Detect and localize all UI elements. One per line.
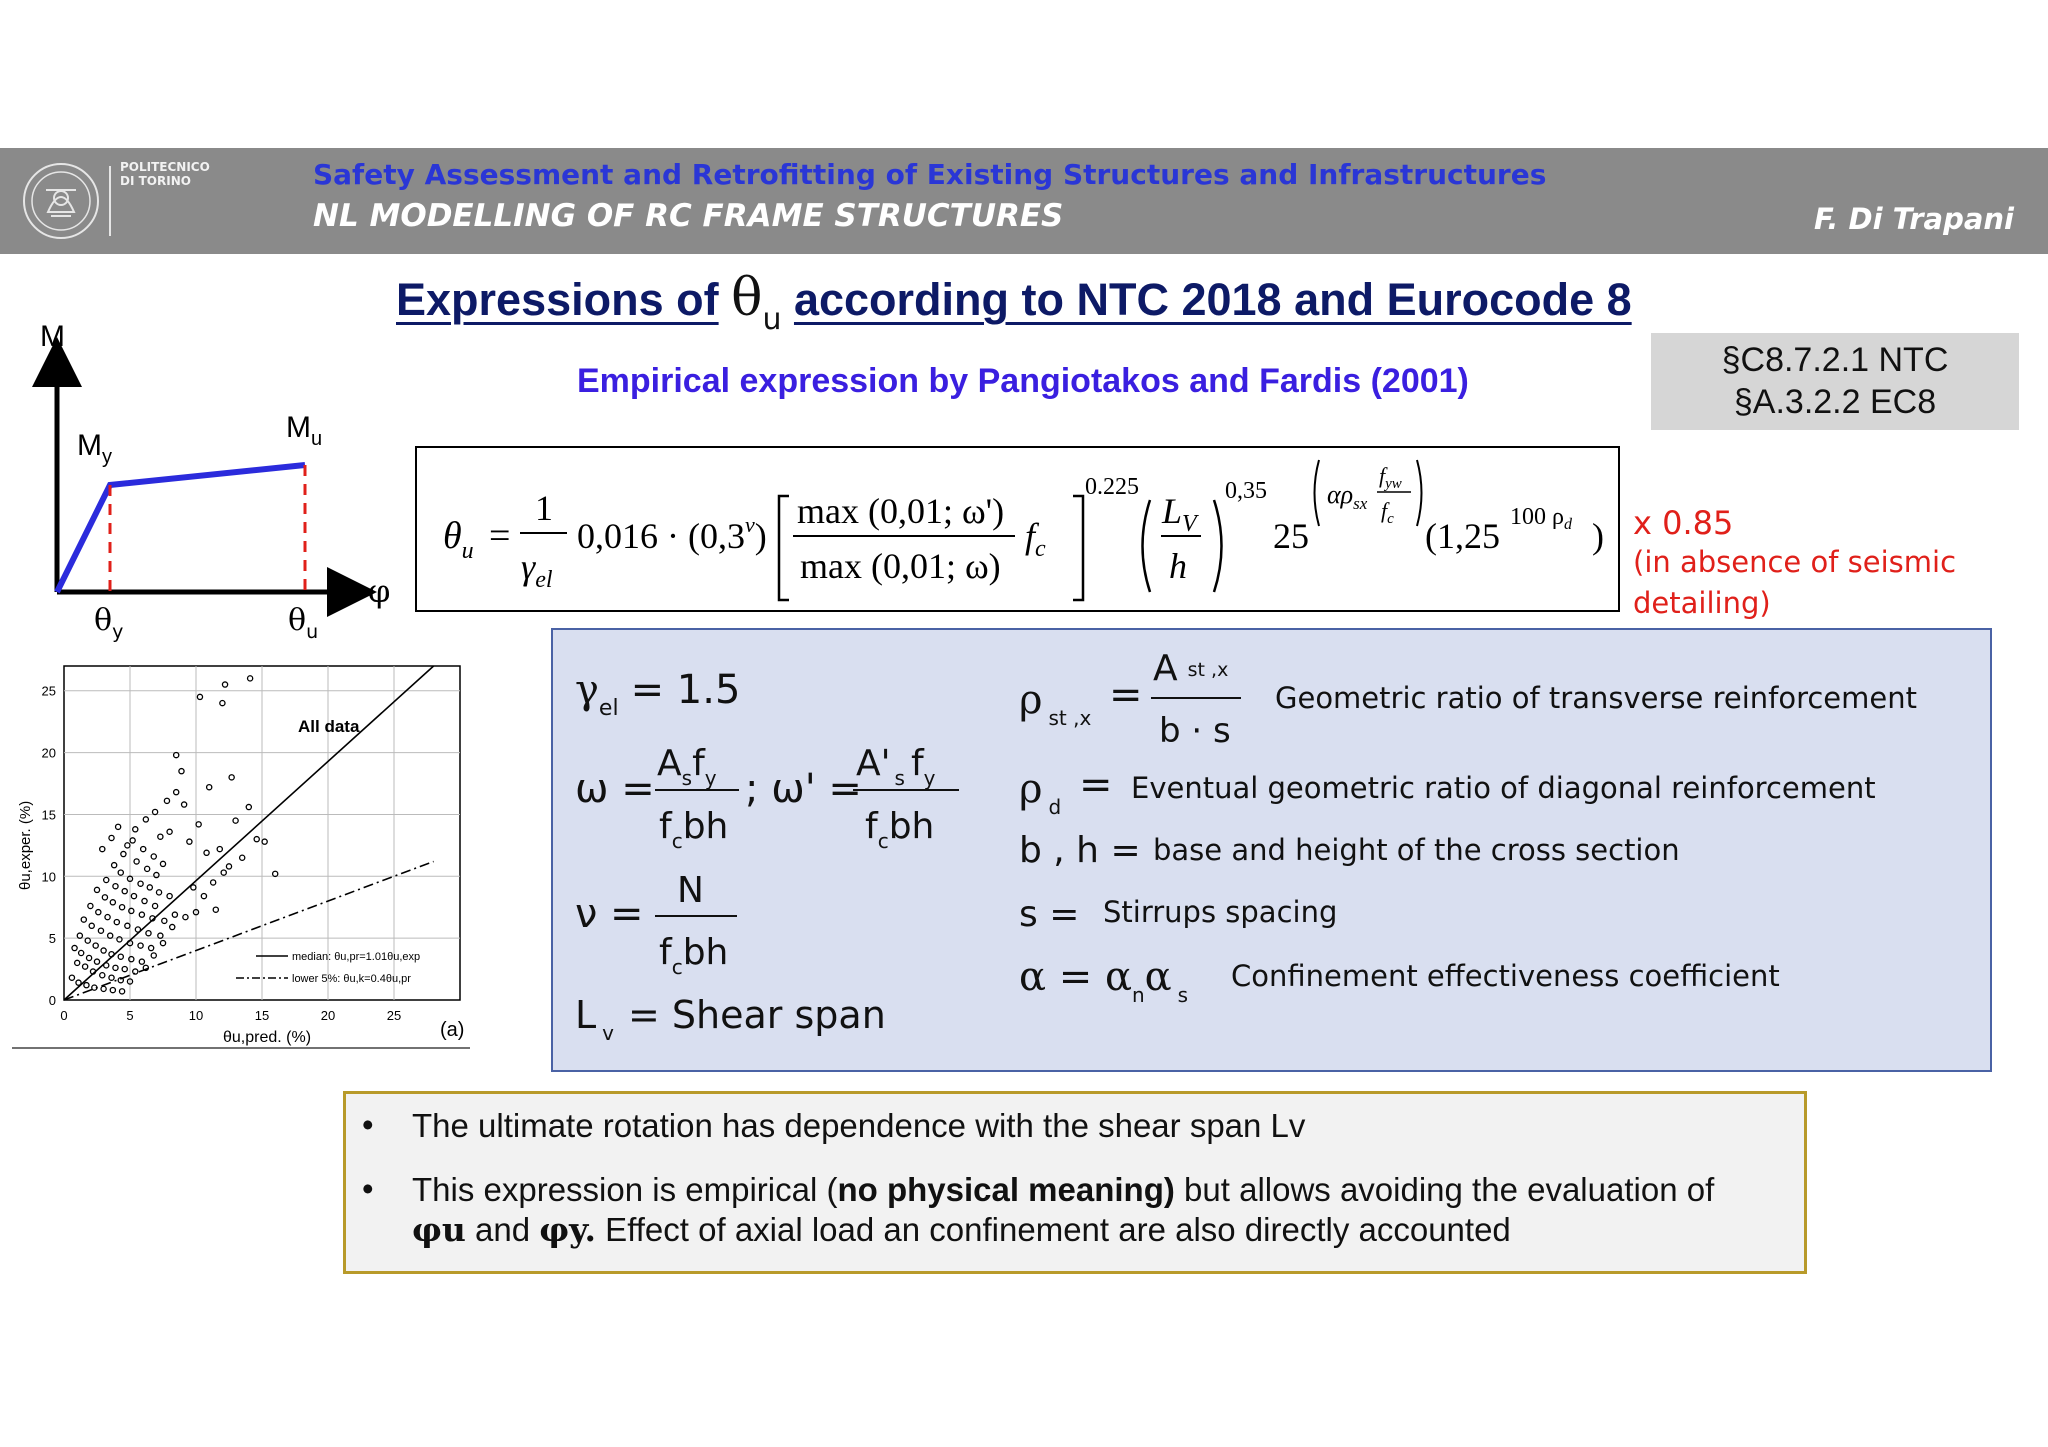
svg-text:Confinement effectiveness coef: Confinement effectiveness coefficient [1231, 959, 1780, 993]
svg-text:fc: $f_c$ [1025, 516, 1046, 562]
svg-text:=: = [489, 515, 511, 557]
svg-text:=: = [1109, 672, 1143, 718]
def-rho-d [1019, 762, 1876, 819]
svg-text:αρsx: $\alpha\rho_{sx}$ [1327, 480, 1368, 513]
def-rho-st [1019, 648, 1917, 751]
legend-lower-label: lower 5%: θu,k=0.4θu,pr [292, 973, 411, 985]
chart-title: All data [298, 717, 360, 736]
svg-text:ω =: ω = [575, 766, 655, 812]
reduction-note-line1: (in absence of seismic [1633, 545, 1957, 579]
def-omega [575, 743, 959, 853]
axis-phi-label: φ [368, 572, 391, 610]
bullet-text-1: The ultimate rotation has dependence with the shear span Lv [412, 1107, 1306, 1144]
module-title: NL MODELLING OF RC FRAME STRUCTURES [313, 198, 1064, 234]
x-tick-label: 20 [320, 1008, 336, 1023]
y-tick-label: 10 [41, 869, 56, 885]
svg-text:s =: s = [1019, 894, 1080, 935]
svg-text:h: h [1169, 546, 1187, 586]
svg-text:LV: $L_V$ [1162, 491, 1197, 537]
moment-curvature-line [57, 465, 305, 592]
reference-box [1651, 333, 2019, 430]
institution-name: POLITECNICO DI TORINO [120, 160, 210, 188]
def-gamma-el: $\gamma_{el} = 1.5$ [575, 667, 741, 721]
def-nu [575, 870, 737, 979]
x-tick-label: 10 [188, 1008, 204, 1023]
svg-text:Eventual geometric ratio of di: Eventual geometric ratio of diagonal reinforcement [1131, 771, 1876, 805]
def-lv: L $_v$ = Shear span [575, 993, 886, 1045]
svg-text:b , h =: b , h = [1019, 830, 1141, 871]
y-tick-label: 25 [41, 683, 56, 699]
scatter-chart [8, 660, 478, 1050]
slide-subtitle: Empirical expression by Pangiotakos and Fardis (2001) [577, 362, 1469, 400]
theta-u-formula [417, 448, 1622, 614]
bullet-dot: • [362, 1106, 374, 1143]
svg-text:0,35: 0,35 [1225, 478, 1267, 504]
svg-text:fyw: $f_{yw}$ [1379, 463, 1402, 492]
svg-text:100 ρd: 100 $\rho_d$ [1510, 504, 1572, 533]
svg-text:fc: $f_c$ [1381, 498, 1394, 527]
axis-m-label: M [40, 320, 65, 353]
label-theta-y: $\theta_y$ [94, 603, 124, 643]
reference-ec8: §A.3.2.2 EC8 [1733, 383, 1937, 421]
title-theta-symbol: θ [731, 268, 763, 328]
svg-text:N: N [677, 870, 704, 911]
reduction-note-line2: detailing) [1633, 586, 1771, 620]
svg-text:Stirrups spacing: Stirrups spacing [1103, 895, 1338, 929]
legend-median-label: median: θu,pr=1.01θu,exp [292, 951, 421, 963]
svg-text:0.225: 0.225 [1085, 474, 1139, 500]
label-my: $M_y$ [77, 429, 112, 468]
svg-text:fcbh: $f_cbh$ [659, 932, 729, 979]
svg-text:b · s: b · s [1159, 711, 1231, 751]
main-formula-box [415, 446, 1620, 612]
definitions-box [551, 628, 1992, 1072]
svg-text:25: 25 [1273, 516, 1309, 556]
header-band [0, 148, 2048, 254]
svg-text:fcbh: $f_cbh$ [865, 806, 935, 853]
def-s [1019, 894, 1337, 935]
reduction-factor: x 0.85 [1633, 504, 1734, 542]
svg-text:): ) [1592, 516, 1604, 556]
title-suffix: according to NTC 2018 and Eurocode 8 [793, 274, 1632, 325]
svg-text:base and height of the cross s: base and height of the cross section [1153, 833, 1680, 867]
course-title: Safety Assessment and Retrofitting of Existing Structures and Infrastructures [313, 158, 1547, 191]
svg-text:γel: $\gamma_{el}$ [521, 547, 553, 593]
svg-text:(1,25: (1,25 [1425, 516, 1500, 556]
svg-text:θu: $\theta_u$ [443, 515, 474, 564]
svg-text:Geometric ratio of transverse: Geometric ratio of transverse reinforcement [1275, 681, 1917, 715]
chart-xlabel: θu,pred. (%) [223, 1029, 312, 1046]
def-bh [1019, 830, 1680, 871]
y-tick-label: 20 [41, 745, 56, 761]
panel-label: (a) [440, 1019, 465, 1041]
definitions-formulas [553, 630, 1994, 1074]
svg-text:ρst ,x: ρ $_{st ,x}$ [1019, 677, 1092, 730]
svg-text:max (0,01; ω'): max (0,01; ω') [797, 491, 1005, 531]
bullet-text-2: This expression is empirical (no physical meaning) but allows avoiding the evaluation of φu and φy. Effect of axial load an confinement are also directly accounted [412, 1171, 1715, 1249]
bullet-dot: • [362, 1170, 374, 1207]
svg-text:A'sfy: A' $_s$ $f_y$ [856, 743, 936, 790]
label-theta-u: $\theta_u$ [288, 603, 319, 643]
label-mu: $M_u$ [286, 411, 323, 450]
notes-box [343, 1091, 1807, 1274]
x-tick-label: 15 [254, 1008, 270, 1023]
svg-text:Ast ,x: Ast ,x [1153, 648, 1229, 689]
svg-text:ρd: ρ $_d$ [1019, 766, 1062, 819]
y-tick-label: 15 [41, 807, 56, 823]
svg-text:Asfy: $A_sf_y$ [657, 743, 717, 790]
def-alpha [1019, 954, 1780, 1007]
title-theta-sub: u [762, 302, 782, 337]
chart-ylabel: θu,exper. (%) [17, 800, 34, 890]
svg-text:fcbh: $f_cbh$ [659, 806, 729, 853]
svg-text:; ω' =: ; ω' = [745, 766, 862, 812]
reduction-factor-note [1633, 504, 1956, 624]
y-tick-label: 5 [48, 931, 56, 947]
svg-text:0,016 · (0,3ν): $0,016 \cdot (0,3^\nu)$ [577, 512, 767, 556]
x-tick-label: 25 [386, 1008, 402, 1023]
y-tick-label: 0 [48, 993, 56, 1008]
svg-text:max (0,01; ω): max (0,01; ω) [800, 546, 1001, 586]
reference-ntc: §C8.7.2.1 NTC [1721, 341, 1949, 379]
title-prefix: Expressions of [396, 274, 719, 325]
svg-text:ν =: ν = [575, 891, 644, 937]
svg-text:=: = [1079, 762, 1113, 808]
svg-text:1: 1 [535, 488, 553, 528]
slide-title [396, 268, 1632, 337]
x-tick-label: 0 [60, 1008, 68, 1023]
x-tick-label: 5 [126, 1008, 134, 1023]
author-name: F. Di Trapani [1813, 202, 2014, 236]
svg-text:α = αnαs: $\alpha = \alpha_n\alpha$ $_s$ [1019, 954, 1189, 1007]
moment-curvature-diagram [20, 312, 400, 652]
